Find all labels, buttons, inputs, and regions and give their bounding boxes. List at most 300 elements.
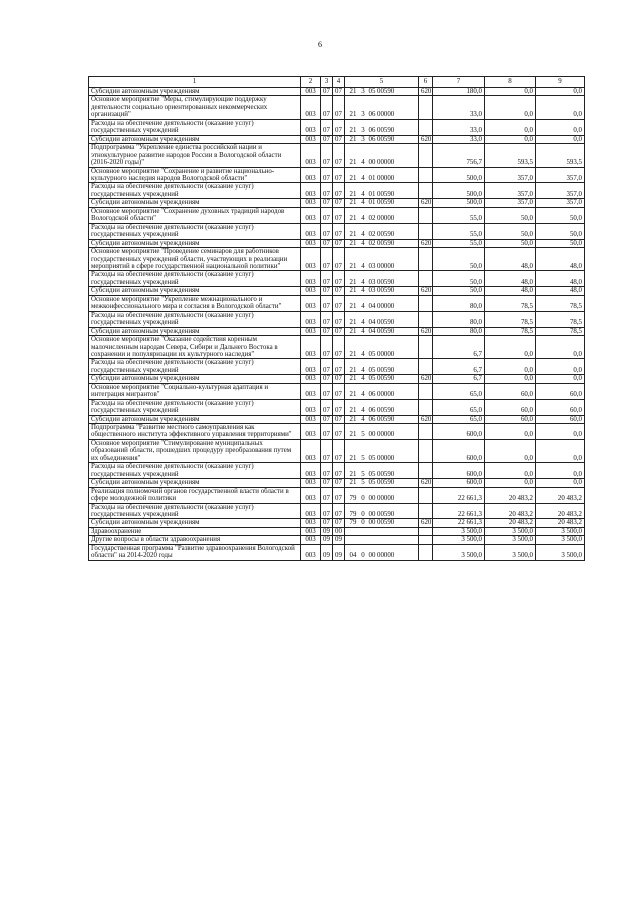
subprogram-code: 4: [361, 327, 365, 335]
subsection-code: 07: [333, 88, 345, 96]
activity-code: 02: [368, 215, 376, 223]
amount-year-3: 3 500,0: [536, 544, 585, 560]
amount-year-1: 6,7: [433, 359, 485, 375]
table-row: [89, 207, 585, 223]
program-code: 21: [349, 470, 357, 478]
ministry-code: 003: [301, 295, 321, 311]
target-article-code: [345, 463, 419, 479]
direction-code: 00590: [377, 511, 395, 519]
activity-code: 00: [368, 511, 376, 519]
table-row: [89, 88, 585, 96]
amount-year-1: 55,0: [433, 207, 485, 223]
section-code: 07: [321, 311, 333, 327]
target-article-code: [345, 248, 419, 271]
expense-type-code: [419, 183, 433, 199]
amount-year-3: 50,0: [536, 207, 585, 223]
row-description: Субсидии автономным учреждениям: [89, 135, 301, 143]
expense-type-code: [419, 383, 433, 399]
subsection-code: 07: [333, 463, 345, 479]
row-description: Подпрограмма "Укрепление единства российской нации и этнокультурное развитие народов России в Вологодской области (2016-2020 годы)": [89, 144, 301, 167]
program-code: 21: [349, 319, 357, 327]
row-description: Расходы на обеспечение деятельности (оказание услуг) государственных учреждений: [89, 119, 301, 135]
section-code: 07: [321, 144, 333, 167]
program-code: 21: [349, 454, 357, 462]
section-code: 09: [321, 527, 333, 535]
column-header: 5: [345, 77, 419, 88]
row-description: Основное мероприятие "Социально-культурная адаптация и интеграция мигрантов": [89, 383, 301, 399]
section-code: 07: [321, 479, 333, 487]
activity-code: 03: [368, 287, 376, 295]
subprogram-code: 3: [361, 135, 365, 143]
activity-code: 02: [368, 239, 376, 247]
subsection-code: 07: [333, 424, 345, 440]
ministry-code: 003: [301, 536, 321, 544]
amount-year-2: 20 483,2: [485, 503, 536, 519]
ministry-code: 003: [301, 271, 321, 287]
column-header: 2: [301, 77, 321, 88]
amount-year-1: 22 661,3: [433, 519, 485, 527]
subprogram-code: 5: [361, 479, 365, 487]
expense-type-code: 620: [419, 199, 433, 207]
target-article-code: [345, 487, 419, 503]
ministry-code: 003: [301, 375, 321, 383]
amount-year-2: 50,0: [485, 223, 536, 239]
section-code: 07: [321, 375, 333, 383]
ministry-code: 003: [301, 399, 321, 415]
target-article-code: [345, 327, 419, 335]
amount-year-2: 48,0: [485, 271, 536, 287]
expense-type-code: [419, 503, 433, 519]
section-code: 07: [321, 463, 333, 479]
section-code: 07: [321, 135, 333, 143]
target-article-code: [345, 439, 419, 462]
amount-year-1: 55,0: [433, 239, 485, 247]
target-article-code: [345, 311, 419, 327]
amount-year-2: 357,0: [485, 199, 536, 207]
program-code: 21: [349, 199, 357, 207]
ministry-code: 003: [301, 167, 321, 183]
amount-year-2: 50,0: [485, 239, 536, 247]
subsection-code: 09: [333, 544, 345, 560]
page-number: 6: [318, 40, 322, 49]
section-code: 07: [321, 223, 333, 239]
amount-year-1: 6,7: [433, 336, 485, 359]
target-article-code: [345, 415, 419, 423]
row-description: Расходы на обеспечение деятельности (оказание услуг) государственных учреждений: [89, 503, 301, 519]
expense-type-code: 620: [419, 239, 433, 247]
table-row: [89, 223, 585, 239]
subprogram-code: 0: [361, 519, 365, 527]
target-article-code: [345, 399, 419, 415]
expense-type-code: [419, 544, 433, 560]
table-row: [89, 439, 585, 462]
amount-year-1: 3 500,0: [433, 536, 485, 544]
activity-code: 05: [368, 350, 376, 358]
direction-code: 00000: [377, 552, 395, 560]
budget-table: [88, 76, 585, 561]
target-article-code: [345, 199, 419, 207]
table-row: [89, 479, 585, 487]
row-description: Подпрограмма "Развитие местного самоуправления как общественного института эффективного управления территориями": [89, 424, 301, 440]
row-description: Расходы на обеспечение деятельности (оказание услуг) государственных учреждений: [89, 399, 301, 415]
expense-type-code: [419, 487, 433, 503]
activity-code: 03: [368, 262, 376, 270]
program-code: 21: [349, 415, 357, 423]
amount-year-3: 50,0: [536, 223, 585, 239]
activity-code: 00: [368, 159, 376, 167]
program-code: 21: [349, 111, 357, 119]
ministry-code: 003: [301, 463, 321, 479]
amount-year-2: 20 483,2: [485, 519, 536, 527]
row-description: Субсидии автономным учреждениям: [89, 327, 301, 335]
target-article-code: [345, 383, 419, 399]
table-row: [89, 199, 585, 207]
amount-year-3: 78,5: [536, 295, 585, 311]
subprogram-code: 4: [361, 262, 365, 270]
direction-code: 00590: [377, 479, 395, 487]
expense-type-code: [419, 311, 433, 327]
expense-type-code: [419, 96, 433, 119]
subsection-code: 07: [333, 167, 345, 183]
subprogram-code: 4: [361, 190, 365, 198]
expense-type-code: [419, 463, 433, 479]
subprogram-code: 4: [361, 159, 365, 167]
amount-year-1: 65,0: [433, 415, 485, 423]
program-code: 21: [349, 391, 357, 399]
activity-code: 06: [368, 407, 376, 415]
section-code: 07: [321, 199, 333, 207]
expense-type-code: [419, 207, 433, 223]
amount-year-2: 3 500,0: [485, 544, 536, 560]
target-article-code: [345, 527, 419, 535]
table-header-row: [89, 77, 585, 88]
row-description: Расходы на обеспечение деятельности (оказание услуг) государственных учреждений: [89, 223, 301, 239]
subsection-code: 07: [333, 239, 345, 247]
subprogram-code: 4: [361, 278, 365, 286]
direction-code: 00590: [377, 190, 395, 198]
amount-year-2: 357,0: [485, 183, 536, 199]
subprogram-code: 4: [361, 391, 365, 399]
amount-year-1: 22 661,3: [433, 503, 485, 519]
row-description: Здравоохранение: [89, 527, 301, 535]
amount-year-3: 20 483,2: [536, 519, 585, 527]
ministry-code: 003: [301, 415, 321, 423]
section-code: 07: [321, 487, 333, 503]
amount-year-1: 500,0: [433, 167, 485, 183]
activity-code: 05: [368, 375, 376, 383]
direction-code: 00000: [377, 495, 395, 503]
program-code: 21: [349, 431, 357, 439]
amount-year-3: 60,0: [536, 415, 585, 423]
program-code: 04: [349, 552, 357, 560]
program-code: 79: [349, 511, 357, 519]
amount-year-1: 500,0: [433, 199, 485, 207]
expense-type-code: 620: [419, 479, 433, 487]
row-description: Субсидии автономным учреждениям: [89, 375, 301, 383]
amount-year-1: 22 661,3: [433, 487, 485, 503]
direction-code: 00590: [377, 135, 395, 143]
ministry-code: 003: [301, 527, 321, 535]
activity-code: 01: [368, 190, 376, 198]
ministry-code: 003: [301, 88, 321, 96]
amount-year-1: 600,0: [433, 463, 485, 479]
amount-year-1: 65,0: [433, 399, 485, 415]
ministry-code: 003: [301, 503, 321, 519]
table-row: [89, 327, 585, 335]
ministry-code: 003: [301, 248, 321, 271]
subsection-code: 07: [333, 359, 345, 375]
subsection-code: 07: [333, 375, 345, 383]
target-article-code: [345, 544, 419, 560]
target-article-code: [345, 183, 419, 199]
subsection-code: 07: [333, 135, 345, 143]
subsection-code: 07: [333, 415, 345, 423]
table-row: [89, 463, 585, 479]
section-code: 07: [321, 295, 333, 311]
section-code: 07: [321, 207, 333, 223]
subsection-code: 07: [333, 119, 345, 135]
section-code: 07: [321, 271, 333, 287]
section-code: 07: [321, 415, 333, 423]
activity-code: 05: [368, 479, 376, 487]
subprogram-code: 0: [361, 511, 365, 519]
direction-code: 00000: [377, 431, 395, 439]
row-description: Расходы на обеспечение деятельности (оказание услуг) государственных учреждений: [89, 311, 301, 327]
amount-year-3: 0,0: [536, 439, 585, 462]
row-description: Субсидии автономным учреждениям: [89, 88, 301, 96]
subprogram-code: 4: [361, 366, 365, 374]
table-row: [89, 144, 585, 167]
table-row: [89, 383, 585, 399]
amount-year-3: 50,0: [536, 239, 585, 247]
amount-year-3: 0,0: [536, 96, 585, 119]
target-article-code: [345, 336, 419, 359]
row-description: Расходы на обеспечение деятельности (оказание услуг) государственных учреждений: [89, 183, 301, 199]
amount-year-1: 180,0: [433, 88, 485, 96]
table-row: [89, 183, 585, 199]
amount-year-3: 78,5: [536, 311, 585, 327]
target-article-code: [345, 167, 419, 183]
target-article-code: [345, 144, 419, 167]
subprogram-code: 4: [361, 375, 365, 383]
row-description: Реализация полномочий органов государственной власти области в сфере молодежной политики: [89, 487, 301, 503]
column-header: 4: [333, 77, 345, 88]
table-row: [89, 359, 585, 375]
section-code: 07: [321, 88, 333, 96]
direction-code: 00000: [377, 391, 395, 399]
target-article-code: [345, 135, 419, 143]
table-row: [89, 96, 585, 119]
subprogram-code: 4: [361, 350, 365, 358]
amount-year-3: 0,0: [536, 359, 585, 375]
table-row: [89, 503, 585, 519]
program-code: 21: [349, 278, 357, 286]
table-row: [89, 336, 585, 359]
target-article-code: [345, 359, 419, 375]
amount-year-2: 0,0: [485, 424, 536, 440]
ministry-code: 003: [301, 424, 321, 440]
program-code: 21: [349, 327, 357, 335]
table-row: [89, 536, 585, 544]
ministry-code: 003: [301, 287, 321, 295]
amount-year-2: 60,0: [485, 383, 536, 399]
amount-year-1: 600,0: [433, 439, 485, 462]
amount-year-1: 50,0: [433, 287, 485, 295]
section-code: 07: [321, 399, 333, 415]
activity-code: 05: [368, 366, 376, 374]
subsection-code: 07: [333, 519, 345, 527]
activity-code: 06: [368, 391, 376, 399]
expense-type-code: [419, 536, 433, 544]
row-description: Субсидии автономным учреждениям: [89, 239, 301, 247]
row-description: Государственная программа "Развитие здравоохранения Вологодской области" на 2014-2020 годы: [89, 544, 301, 560]
amount-year-3: 48,0: [536, 248, 585, 271]
amount-year-3: 60,0: [536, 399, 585, 415]
expense-type-code: [419, 424, 433, 440]
amount-year-1: 3 500,0: [433, 527, 485, 535]
expense-type-code: [419, 119, 433, 135]
ministry-code: 003: [301, 479, 321, 487]
amount-year-3: 48,0: [536, 271, 585, 287]
section-code: 07: [321, 167, 333, 183]
ministry-code: 003: [301, 223, 321, 239]
target-article-code: [345, 519, 419, 527]
ministry-code: 003: [301, 144, 321, 167]
program-code: 79: [349, 519, 357, 527]
activity-code: 06: [368, 111, 376, 119]
program-code: 21: [349, 127, 357, 135]
program-code: 21: [349, 479, 357, 487]
row-description: Основное мероприятие "Укрепление межнационального и межконфессионального мира и согласия в Вологодской области": [89, 295, 301, 311]
subsection-code: 07: [333, 207, 345, 223]
program-code: 21: [349, 287, 357, 295]
subprogram-code: 5: [361, 454, 365, 462]
row-description: Основное мероприятие "Стимулирование муниципальных образований области, прошедших процедуру преобразования путем их объединения": [89, 439, 301, 462]
subsection-code: 07: [333, 327, 345, 335]
direction-code: 00590: [377, 375, 395, 383]
program-code: 21: [349, 215, 357, 223]
activity-code: 00: [368, 519, 376, 527]
direction-code: 00590: [377, 415, 395, 423]
ministry-code: 003: [301, 183, 321, 199]
ministry-code: 003: [301, 207, 321, 223]
section-code: 07: [321, 239, 333, 247]
activity-code: 05: [368, 454, 376, 462]
amount-year-3: 48,0: [536, 287, 585, 295]
subprogram-code: 4: [361, 239, 365, 247]
amount-year-2: 60,0: [485, 399, 536, 415]
amount-year-2: 0,0: [485, 119, 536, 135]
row-description: Субсидии автономным учреждениям: [89, 519, 301, 527]
section-code: 09: [321, 544, 333, 560]
amount-year-2: 20 483,2: [485, 487, 536, 503]
activity-code: 06: [368, 127, 376, 135]
amount-year-1: 80,0: [433, 311, 485, 327]
subsection-code: 07: [333, 248, 345, 271]
target-article-code: [345, 223, 419, 239]
amount-year-3: 3 500,0: [536, 527, 585, 535]
subsection-code: 07: [333, 295, 345, 311]
amount-year-2: 357,0: [485, 167, 536, 183]
amount-year-2: 0,0: [485, 479, 536, 487]
direction-code: 00590: [377, 278, 395, 286]
program-code: 21: [349, 190, 357, 198]
section-code: 07: [321, 96, 333, 119]
amount-year-1: 55,0: [433, 223, 485, 239]
program-code: 21: [349, 375, 357, 383]
amount-year-2: 593,5: [485, 144, 536, 167]
table-row: [89, 399, 585, 415]
amount-year-3: 0,0: [536, 463, 585, 479]
amount-year-3: 0,0: [536, 119, 585, 135]
subprogram-code: 0: [361, 552, 365, 560]
amount-year-2: 0,0: [485, 135, 536, 143]
subprogram-code: 4: [361, 174, 365, 182]
section-code: 09: [321, 536, 333, 544]
direction-code: 00590: [377, 231, 395, 239]
ministry-code: 003: [301, 135, 321, 143]
row-description: Основное мероприятие "Сохранение и развитие национально-культурного наследия народов Вологодской области": [89, 167, 301, 183]
row-description: Субсидии автономным учреждениям: [89, 415, 301, 423]
subsection-code: 07: [333, 479, 345, 487]
amount-year-2: 50,0: [485, 207, 536, 223]
table-row: [89, 375, 585, 383]
section-code: 07: [321, 424, 333, 440]
ministry-code: 003: [301, 544, 321, 560]
target-article-code: [345, 271, 419, 287]
amount-year-2: 78,5: [485, 295, 536, 311]
expense-type-code: [419, 439, 433, 462]
row-description: Основное мероприятие "Меры, стимулирующие поддержку деятельности социально ориентированных некоммерческих организаций": [89, 96, 301, 119]
direction-code: 00000: [377, 215, 395, 223]
program-code: 21: [349, 366, 357, 374]
target-article-code: [345, 479, 419, 487]
amount-year-2: 0,0: [485, 375, 536, 383]
target-article-code: [345, 295, 419, 311]
table-row: [89, 287, 585, 295]
subsection-code: 09: [333, 536, 345, 544]
expense-type-code: [419, 399, 433, 415]
program-code: 21: [349, 350, 357, 358]
program-code: 21: [349, 303, 357, 311]
amount-year-3: 0,0: [536, 479, 585, 487]
ministry-code: 003: [301, 119, 321, 135]
activity-code: 00: [368, 431, 376, 439]
ministry-code: 003: [301, 311, 321, 327]
amount-year-2: 3 500,0: [485, 536, 536, 544]
ministry-code: 003: [301, 487, 321, 503]
activity-code: 05: [368, 470, 376, 478]
direction-code: 00590: [377, 519, 395, 527]
amount-year-3: 3 500,0: [536, 536, 585, 544]
expense-type-code: [419, 295, 433, 311]
subprogram-code: 3: [361, 127, 365, 135]
activity-code: 04: [368, 319, 376, 327]
target-article-code: [345, 88, 419, 96]
activity-code: 00: [368, 552, 376, 560]
row-description: Субсидии автономным учреждениям: [89, 287, 301, 295]
expense-type-code: 620: [419, 519, 433, 527]
direction-code: 00590: [377, 327, 395, 335]
subsection-code: 07: [333, 183, 345, 199]
column-header: 1: [89, 77, 301, 88]
ministry-code: 003: [301, 439, 321, 462]
direction-code: 00000: [377, 303, 395, 311]
table-body: [89, 88, 585, 561]
expense-type-code: [419, 167, 433, 183]
section-code: 07: [321, 439, 333, 462]
amount-year-2: 0,0: [485, 463, 536, 479]
